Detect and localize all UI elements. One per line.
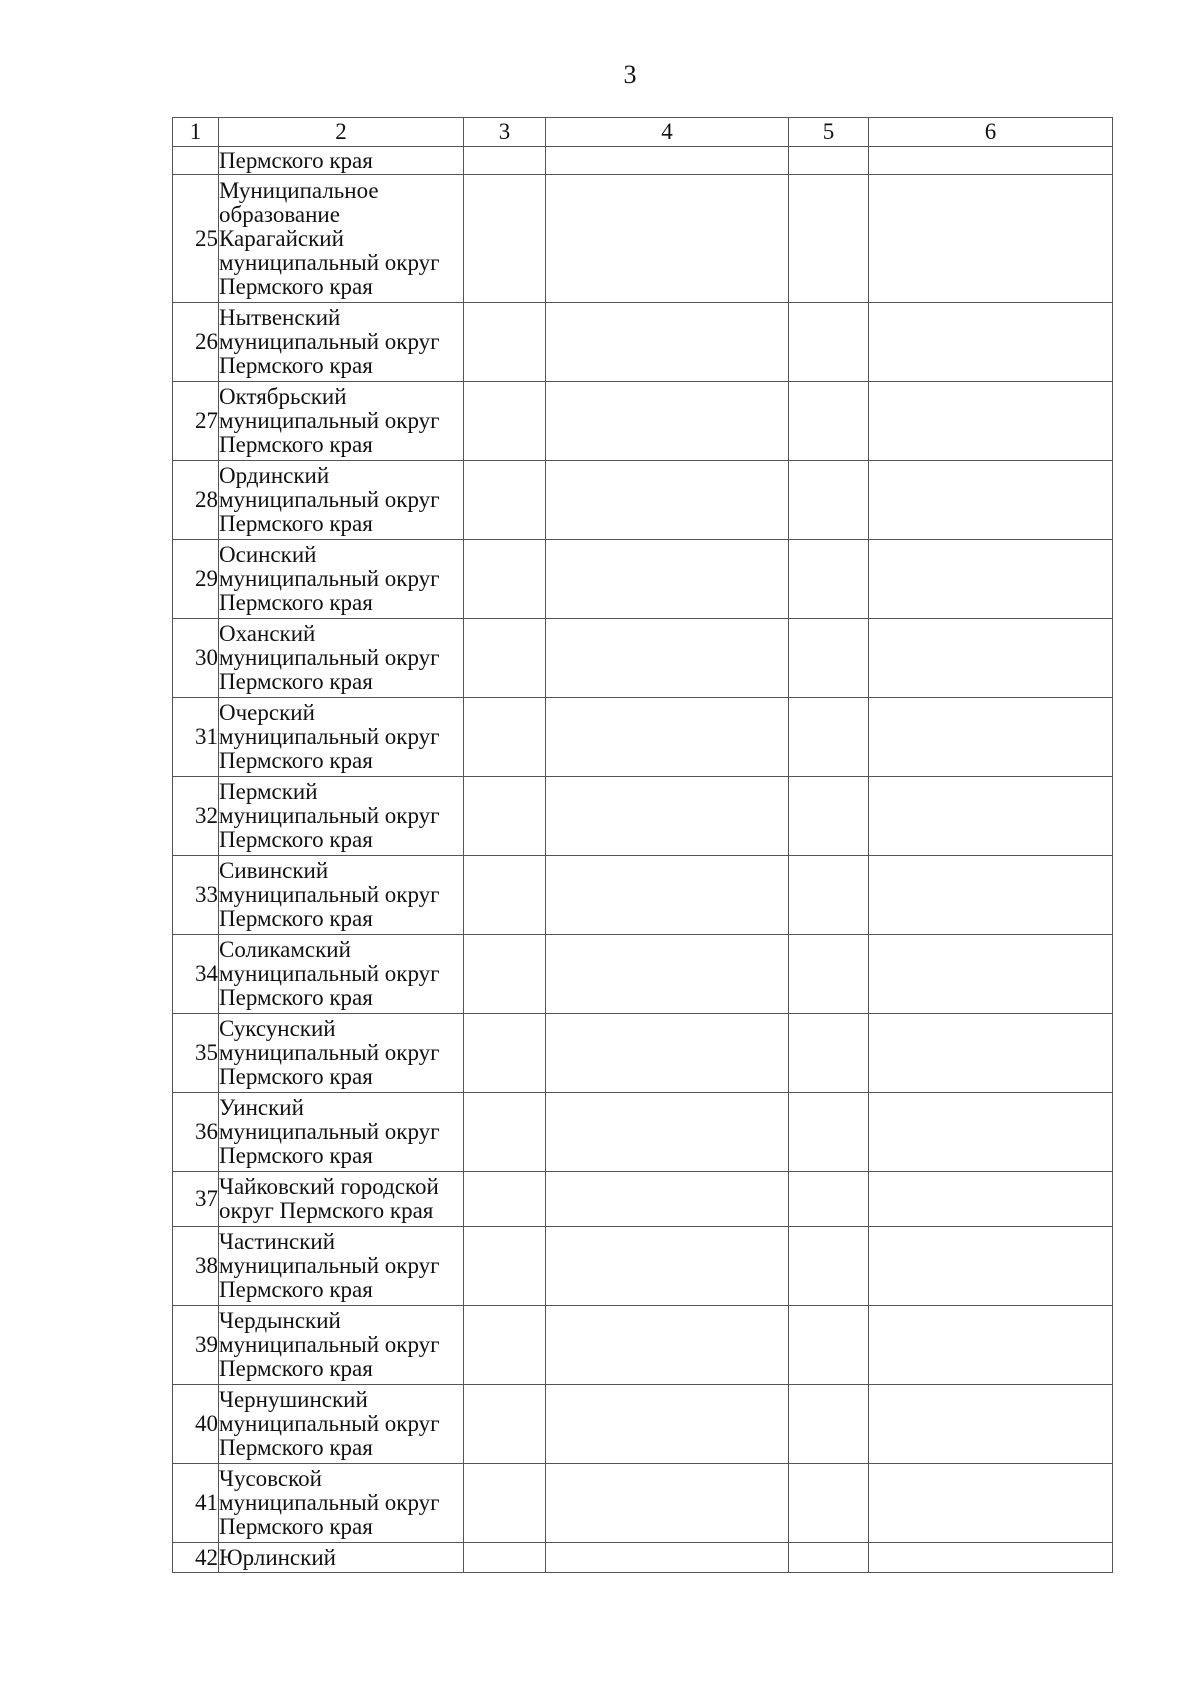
cell-col-3 (464, 175, 546, 303)
cell-col-6 (869, 1543, 1113, 1573)
cell-col-4 (546, 303, 789, 382)
row-number: 27 (173, 382, 219, 461)
table-row (173, 1306, 1113, 1385)
cell-col-3 (464, 1172, 546, 1227)
cell-col-6 (869, 540, 1113, 619)
municipality-name: Октябрьский муниципальный округ Пермского края (219, 382, 464, 461)
cell-col-4 (546, 175, 789, 303)
cell-col-5 (789, 1172, 869, 1227)
table-row (173, 175, 1113, 303)
cell-col-6 (869, 1093, 1113, 1172)
cell-col-5 (789, 540, 869, 619)
header-row (173, 118, 1113, 147)
municipality-name: Ординский муниципальный округ Пермского края (219, 461, 464, 540)
cell-col-4 (546, 1543, 789, 1573)
cell-col-4 (546, 1227, 789, 1306)
cell-col-5 (789, 303, 869, 382)
cell-col-6 (869, 619, 1113, 698)
municipality-name: Осинский муниципальный округ Пермского края (219, 540, 464, 619)
table-row (173, 777, 1113, 856)
cell-col-5 (789, 1385, 869, 1464)
cell-col-6 (869, 1306, 1113, 1385)
cell-col-6 (869, 777, 1113, 856)
cell-col-6 (869, 1014, 1113, 1093)
row-number (173, 147, 219, 175)
column-header-3: 3 (464, 118, 546, 147)
row-number: 41 (173, 1464, 219, 1543)
cell-col-5 (789, 461, 869, 540)
table-row (173, 1227, 1113, 1306)
cell-col-3 (464, 1464, 546, 1543)
table-row (173, 935, 1113, 1014)
column-header-4: 4 (546, 118, 789, 147)
cell-col-6 (869, 935, 1113, 1014)
row-number: 28 (173, 461, 219, 540)
row-number: 31 (173, 698, 219, 777)
row-number: 30 (173, 619, 219, 698)
table-row (173, 619, 1113, 698)
municipality-name: Нытвенский муниципальный округ Пермского края (219, 303, 464, 382)
table-row (173, 382, 1113, 461)
row-number: 34 (173, 935, 219, 1014)
cell-col-6 (869, 1385, 1113, 1464)
cell-col-3 (464, 540, 546, 619)
cell-col-4 (546, 147, 789, 175)
row-number: 38 (173, 1227, 219, 1306)
row-number: 37 (173, 1172, 219, 1227)
table-row (173, 303, 1113, 382)
cell-col-4 (546, 619, 789, 698)
municipality-name: Юрлинский (219, 1543, 464, 1573)
municipality-name: Очерский муниципальный округ Пермского края (219, 698, 464, 777)
cell-col-6 (869, 175, 1113, 303)
column-header-5: 5 (789, 118, 869, 147)
column-header-2: 2 (219, 118, 464, 147)
row-number: 42 (173, 1543, 219, 1573)
row-number: 36 (173, 1093, 219, 1172)
cell-col-4 (546, 461, 789, 540)
table-row (173, 1464, 1113, 1543)
municipality-name: Суксунский муниципальный округ Пермского края (219, 1014, 464, 1093)
row-number: 35 (173, 1014, 219, 1093)
page-number: 3 (623, 60, 637, 89)
cell-col-3 (464, 1227, 546, 1306)
cell-col-5 (789, 777, 869, 856)
table-row (173, 1385, 1113, 1464)
cell-col-4 (546, 935, 789, 1014)
cell-col-4 (546, 698, 789, 777)
cell-col-6 (869, 382, 1113, 461)
municipality-name: Уинский муниципальный округ Пермского края (219, 1093, 464, 1172)
cell-col-6 (869, 147, 1113, 175)
cell-col-3 (464, 382, 546, 461)
cell-col-3 (464, 777, 546, 856)
cell-col-5 (789, 175, 869, 303)
cell-col-5 (789, 1306, 869, 1385)
table-row (173, 1093, 1113, 1172)
municipality-name: Чайковский городской округ Пермского края (219, 1172, 464, 1227)
cell-col-3 (464, 698, 546, 777)
table-row (173, 1172, 1113, 1227)
table-row (173, 1543, 1113, 1573)
cell-col-5 (789, 382, 869, 461)
municipality-name: Сивинский муниципальный округ Пермского края (219, 856, 464, 935)
cell-col-6 (869, 856, 1113, 935)
municipality-name: Частинский муниципальный округ Пермского края (219, 1227, 464, 1306)
table-row (173, 698, 1113, 777)
cell-col-6 (869, 461, 1113, 540)
municipality-name: Чернушинский муниципальный округ Пермского края (219, 1385, 464, 1464)
cell-col-3 (464, 1306, 546, 1385)
cell-col-4 (546, 1385, 789, 1464)
table-row (173, 856, 1113, 935)
cell-col-5 (789, 1543, 869, 1573)
cell-col-4 (546, 777, 789, 856)
cell-col-5 (789, 935, 869, 1014)
cell-col-4 (546, 1464, 789, 1543)
cell-col-3 (464, 856, 546, 935)
municipality-name: Муниципальное образование Карагайский муниципальный округ Пермского края (219, 175, 464, 303)
cell-col-5 (789, 1093, 869, 1172)
municipality-name: Чердынский муниципальный округ Пермского края (219, 1306, 464, 1385)
cell-col-5 (789, 147, 869, 175)
column-header-1: 1 (173, 118, 219, 147)
column-header-6: 6 (869, 118, 1113, 147)
municipality-name: Оханский муниципальный округ Пермского края (219, 619, 464, 698)
cell-col-3 (464, 619, 546, 698)
row-number: 32 (173, 777, 219, 856)
row-number: 26 (173, 303, 219, 382)
cell-col-6 (869, 1227, 1113, 1306)
municipality-name: Пермский муниципальный округ Пермского края (219, 777, 464, 856)
row-number: 29 (173, 540, 219, 619)
cell-col-4 (546, 540, 789, 619)
cell-col-4 (546, 1014, 789, 1093)
cell-col-4 (546, 1306, 789, 1385)
cell-col-5 (789, 1227, 869, 1306)
cell-col-4 (546, 382, 789, 461)
table-row (173, 540, 1113, 619)
row-number: 39 (173, 1306, 219, 1385)
cell-col-6 (869, 1172, 1113, 1227)
row-number: 33 (173, 856, 219, 935)
cell-col-3 (464, 935, 546, 1014)
cell-col-5 (789, 1464, 869, 1543)
cell-col-5 (789, 1014, 869, 1093)
cell-col-3 (464, 1543, 546, 1573)
cell-col-4 (546, 1093, 789, 1172)
cell-col-4 (546, 856, 789, 935)
municipality-name: Соликамский муниципальный округ Пермского края (219, 935, 464, 1014)
table-row (173, 1014, 1113, 1093)
cell-col-4 (546, 1172, 789, 1227)
cell-col-6 (869, 1464, 1113, 1543)
cell-col-6 (869, 303, 1113, 382)
municipality-name: Чусовской муниципальный округ Пермского края (219, 1464, 464, 1543)
cell-col-5 (789, 856, 869, 935)
cell-col-5 (789, 698, 869, 777)
cell-col-3 (464, 147, 546, 175)
table-row (173, 147, 1113, 175)
cell-col-3 (464, 461, 546, 540)
cell-col-5 (789, 619, 869, 698)
municipalities-table (172, 117, 1113, 1573)
cell-col-3 (464, 1093, 546, 1172)
table-row (173, 461, 1113, 540)
cell-col-3 (464, 1385, 546, 1464)
row-number: 40 (173, 1385, 219, 1464)
cell-col-3 (464, 303, 546, 382)
cell-col-3 (464, 1014, 546, 1093)
cell-col-6 (869, 698, 1113, 777)
municipality-name: Пермского края (219, 147, 464, 175)
row-number: 25 (173, 175, 219, 303)
